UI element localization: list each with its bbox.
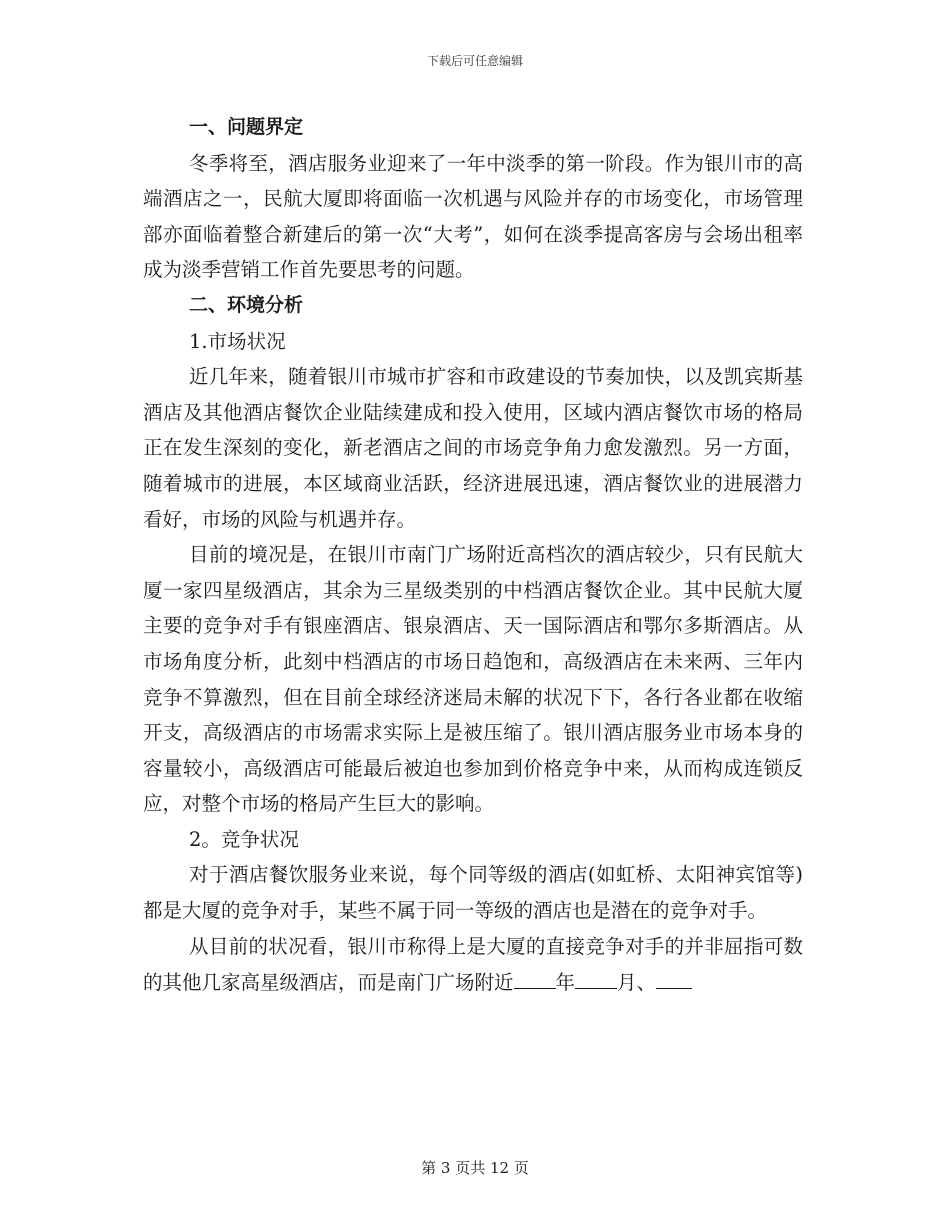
section-1-title: 一、问题界定 <box>189 116 304 138</box>
blank-fill-in <box>575 964 617 989</box>
competition-paragraph-2-text: 从目前的状况看，银川市称得上是大厦的直接竞争对手的并非屈指可数的其他几家高星级酒店，而是南门广场附近 <box>143 934 803 995</box>
subsection-market-title: 1.市场状况 <box>189 329 286 353</box>
document-body <box>143 110 803 1001</box>
year-label: 年 <box>555 971 576 995</box>
market-paragraph-1: 近几年来，随着银川市城市扩容和市政建设的节奏加快，以及凯宾斯基酒店及其他酒店餐饮企业陆续建成和投入使用，区域内酒店餐饮市场的格局正在发生深刻的变化，新老酒店之间的市场竞争角力愈发激烈。另一方面，随着城市的进展，本区域商业活跃，经济进展迅速，酒店餐饮业的进展潜力看好，市场的风险与机遇并存。 <box>143 365 803 531</box>
subsection-competition-title: 2。竞争状况 <box>189 827 299 851</box>
market-paragraph-2: 目前的境况是，在银川市南门广场附近高档次的酒店较少，只有民航大厦一家四星级酒店，其余为三星级类别的中档酒店餐饮企业。其中民航大厦主要的竞争对手有银座酒店、银泉酒店、天一国际酒店和鄂尔多斯酒店。从市场角度分析，此刻中档酒店的市场日趋饱和，高级酒店在未来两、三年内竞争不算激烈，但在目前全球经济迷局未解的状况下下，各行各业都在收缩开支，高级酒店的市场需求实际上是被压缩了。银川酒店服务业市场本身的容量较小，高级酒店可能最后被迫也参加到价格竞争中来，从而构成连锁反应，对整个市场的格局产生巨大的影响。 <box>143 543 803 816</box>
section-2-title: 二、环境分析 <box>189 293 304 316</box>
page-header: 下载后可任意编辑 <box>426 54 523 68</box>
blank-fill-in <box>656 964 692 989</box>
blank-fill-in <box>514 964 556 989</box>
page-footer: 第 3 页共 12 页 <box>421 1159 529 1177</box>
competition-paragraph-2 <box>143 929 803 1001</box>
month-label: 月、 <box>617 971 657 995</box>
section-1-paragraph: 冬季将至，酒店服务业迎来了一年中淡季的第一阶段。作为银川市的高端酒店之一，民航大厦即将面临一次机遇与风险并存的市场变化，市场管理部亦面临着整合新建后的第一次“大考”，如何在淡季提高客房与会场出租率成为淡季营销工作首先要思考的问题。 <box>143 151 803 282</box>
competition-paragraph-1: 对于酒店餐饮服务业来说，每个同等级的酒店(如虹桥、太阳神宾馆等)都是大厦的竞争对手，某些不属于同一等级的酒店也是潜在的竞争对手。 <box>143 863 803 923</box>
